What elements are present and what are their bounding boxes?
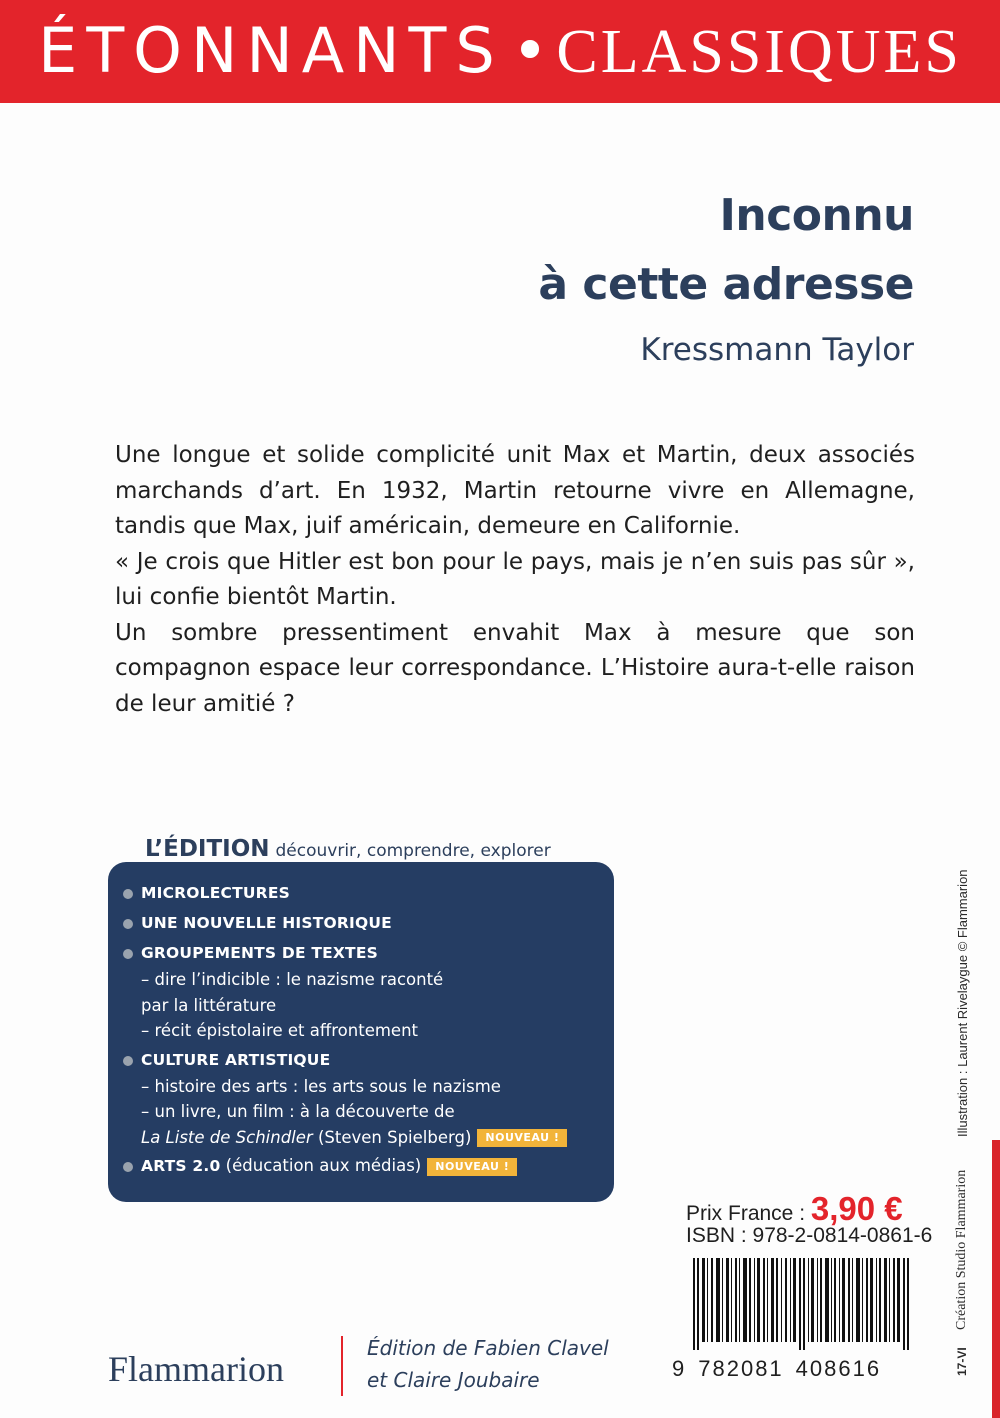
publisher-name: Flammarion (108, 1349, 284, 1389)
edition-title: L’ÉDITION (145, 836, 270, 862)
book-summary (115, 438, 915, 722)
barcode-digit-group: 408616 (795, 1356, 882, 1381)
barcode (693, 1258, 911, 1350)
list-item-detail: – un livre, un film : à la découverte de (141, 1102, 455, 1121)
list-item (117, 910, 617, 937)
list-item-detail: – histoire des arts : les arts sous le nazisme (141, 1076, 501, 1096)
list-item (117, 1047, 617, 1151)
editors-line: Édition de Fabien Clavel (367, 1336, 609, 1360)
barcode-digits (672, 1356, 881, 1382)
list-item-detail (141, 1153, 617, 1180)
list-item (117, 940, 617, 1044)
summary-paragraph: Une longue et solide complicité unit Max et Martin, deux associés marchands d’art. En 1932, Martin retourne vivre en Allemagne, tandis que Max, juif américain, demeure en Californie. (115, 442, 915, 539)
illustration-credit: Illustration : Laurent Rivelaygue © Flammarion (955, 869, 970, 1137)
barcode-digit-group: 782081 (698, 1356, 784, 1381)
book-title-line2: à cette adresse (538, 259, 914, 310)
list-item-detail (141, 1125, 617, 1151)
bullet-icon (123, 889, 133, 899)
film-title: La Liste de Schindler (141, 1127, 313, 1147)
print-code: 17-VI (955, 1347, 969, 1376)
collection-name-part2: CLASSIQUES (556, 18, 962, 86)
bullet-icon (123, 1162, 133, 1172)
price-tag (686, 1190, 903, 1228)
bullet-icon (123, 1056, 133, 1066)
price-label: Prix France : (686, 1202, 811, 1225)
book-author: Kressmann Taylor (640, 332, 914, 368)
isbn-number: ISBN : 978-2-0814-0861-6 (686, 1224, 933, 1247)
collection-name-part1: ÉTONNANTS (38, 14, 504, 87)
barcode-digit-first: 9 (672, 1356, 687, 1381)
film-director: (Steven Spielberg) (312, 1127, 472, 1147)
summary-paragraph: « Je crois que Hitler est bon pour le pays, mais je n’en suis pas sûr », lui confie bientôt Martin. (115, 548, 915, 610)
list-item-rest: (éducation aux médias) (220, 1156, 422, 1175)
bullet-icon (123, 949, 133, 959)
book-title-line1: Inconnu (719, 190, 914, 241)
price-value: 3,90 € (810, 1190, 903, 1227)
new-badge: NOUVEAU ! (477, 1129, 567, 1147)
list-item-label: CULTURE ARTISTIQUE (141, 1050, 331, 1069)
list-item-label: GROUPEMENTS DE TEXTES (141, 944, 378, 962)
list-item-label: UNE NOUVELLE HISTORIQUE (141, 914, 392, 932)
list-item-label: MICROLECTURES (141, 884, 290, 902)
list-item-label: ARTS 2.0 (141, 1157, 221, 1175)
divider (341, 1336, 343, 1396)
edition-contents-list (117, 880, 617, 1183)
list-item-detail: – récit épistolaire et affrontement (141, 1021, 418, 1040)
collection-banner (0, 0, 1000, 103)
list-item-detail: – dire l’indicible : le nazisme raconté (141, 970, 444, 989)
list-item-detail: par la littérature (141, 995, 277, 1015)
list-item (117, 880, 617, 907)
list-item (117, 1153, 617, 1180)
collection-separator: • (511, 14, 549, 87)
spine-edge (992, 1140, 1000, 1418)
editors-line: et Claire Joubaire (367, 1368, 540, 1392)
edition-subtitle: découvrir, comprendre, explorer (275, 841, 551, 861)
summary-paragraph: Un sombre pressentiment envahit Max à mesure que son compagnon espace leur correspondance. L’Histoire aura-t-elle raison de leur amitié ? (115, 619, 915, 717)
design-credit: Création Studio Flammarion (954, 1169, 969, 1330)
edition-heading (145, 836, 551, 862)
edition-credits (367, 1332, 609, 1396)
collection-name (0, 8, 1000, 95)
new-badge: NOUVEAU ! (427, 1158, 517, 1176)
bullet-icon (123, 919, 133, 929)
